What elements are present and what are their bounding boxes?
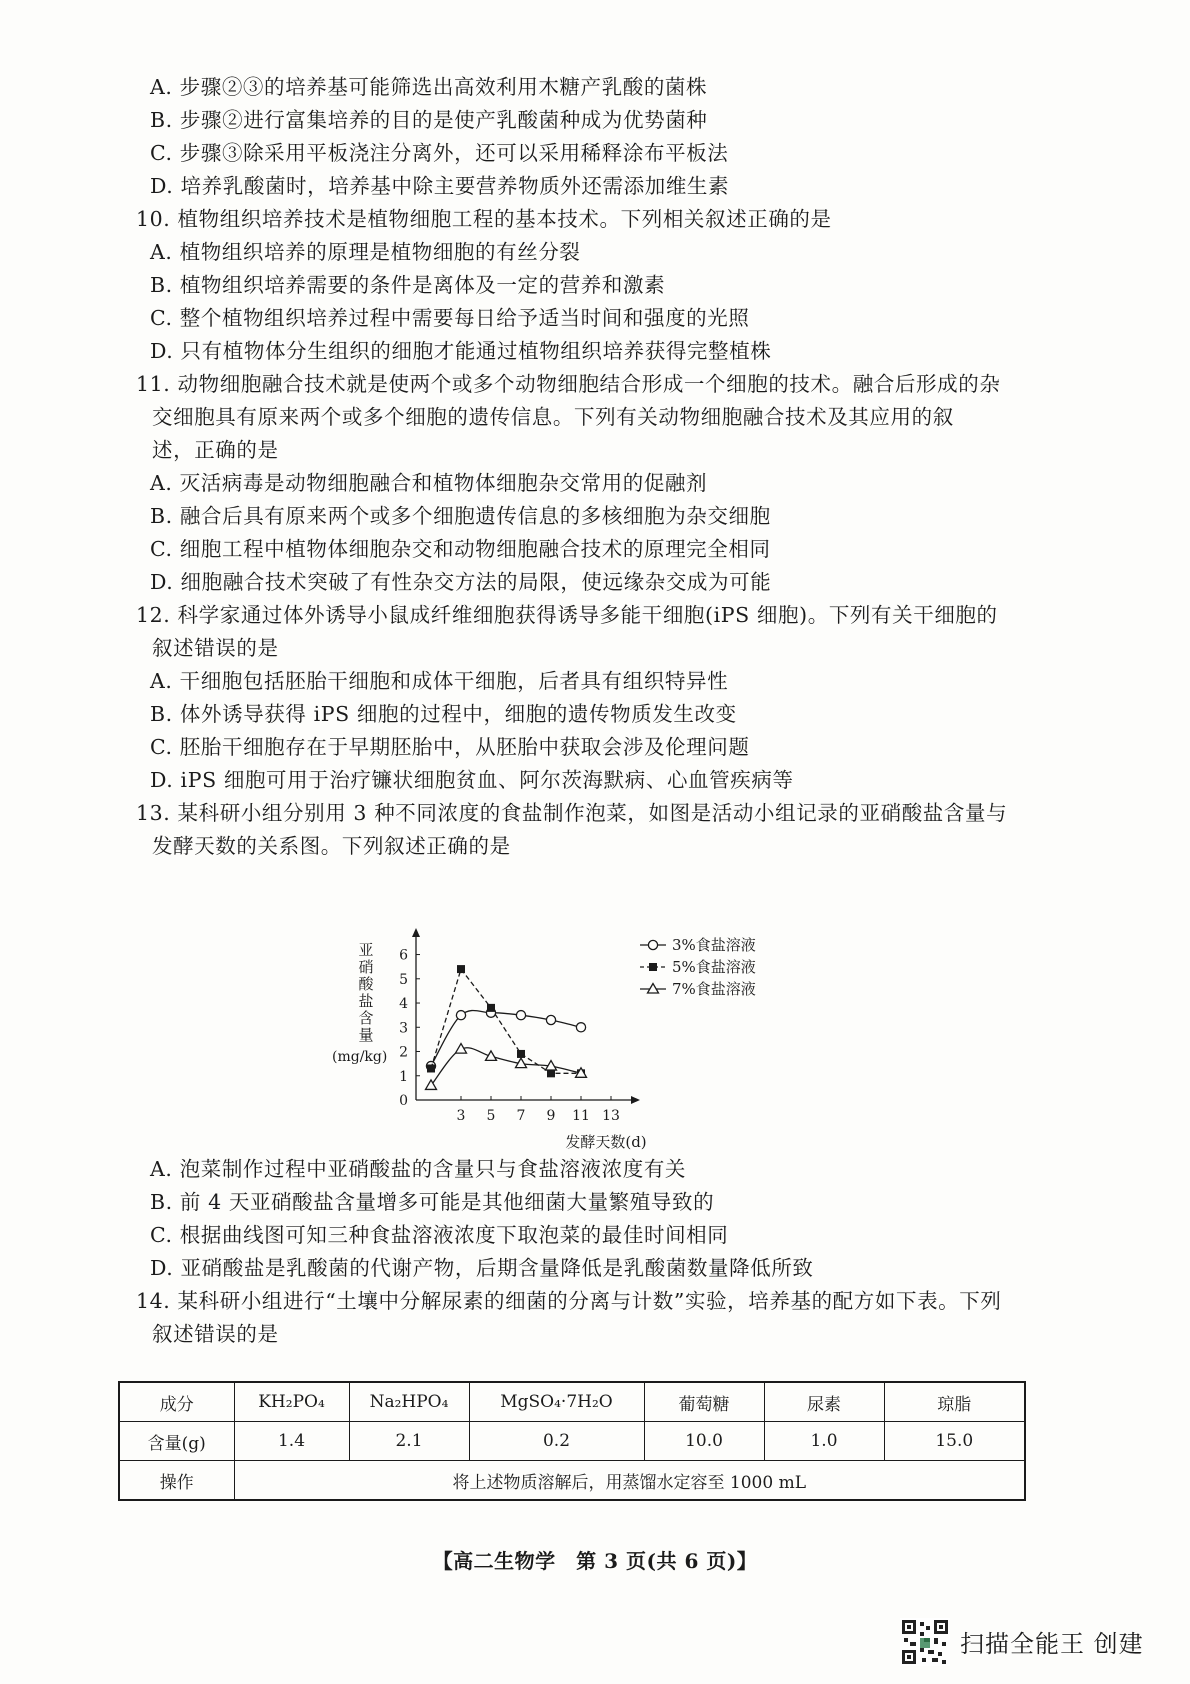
q12-option-d: D. iPS 细胞可用于治疗镰状细胞贫血、阿尔茨海默病、心血管疾病等 [150, 768, 794, 792]
q13-option-a: A. 泡菜制作过程中亚硝酸盐的含量只与食盐溶液浓度有关 [150, 1157, 687, 1181]
table-cell: 琼脂 [884, 1382, 1025, 1422]
table-header-cell: 成分 [119, 1382, 234, 1422]
y-tick-label: 2 [399, 1044, 408, 1061]
y-unit-label: (mg/kg) [332, 1049, 388, 1065]
q11-stem-line2: 交细胞具有原来两个或多个细胞的遗传信息。下列有关动物细胞融合技术及其应用的叙 [152, 405, 954, 429]
medium-recipe-table [118, 1381, 1026, 1501]
q12-option-c: C. 胚胎干细胞存在于早期胚胎中，从胚胎中获取会涉及伦理问题 [150, 735, 750, 759]
q13-stem-line2: 发酵天数的关系图。下列叙述正确的是 [152, 834, 511, 858]
table-cell: 葡萄糖 [644, 1382, 764, 1422]
chart-series [426, 965, 587, 1089]
q10-option-a: A. 植物组织培养的原理是植物细胞的有丝分裂 [150, 240, 581, 264]
chart-legend [640, 936, 756, 998]
y-tick-label: 4 [399, 996, 408, 1013]
table-header-cell: 操作 [119, 1461, 234, 1501]
q13-option-b: B. 前 4 天亚硝酸盐含量增多可能是其他细菌大量繁殖导致的 [150, 1190, 715, 1214]
q11-stem-line3: 述，正确的是 [152, 438, 279, 462]
data-point [456, 1011, 465, 1020]
y-axis-label [332, 941, 387, 1065]
table-cell: 2.1 [349, 1422, 469, 1461]
q9-option-b: B. 步骤②进行富集培养的目的是使产乳酸菌种成为优势菌种 [150, 108, 708, 132]
legend-label: 5%食盐溶液 [672, 958, 756, 976]
q11-option-a: A. 灭活病毒是动物细胞融合和植物体细胞杂交常用的促融剂 [150, 471, 708, 495]
y-tick-label: 6 [399, 947, 408, 964]
q10-stem: 10. 植物组织培养技术是植物细胞工程的基本技术。下列相关叙述正确的是 [136, 207, 832, 231]
q9-option-d: D. 培养乳酸菌时，培养基中除主要营养物质外还需添加维生素 [150, 174, 730, 198]
q10-option-d: D. 只有植物体分生组织的细胞才能通过植物组织培养获得完整植株 [150, 339, 772, 363]
x-axis-arrow [631, 1096, 640, 1104]
q13-option-d: D. 亚硝酸盐是乳酸菌的代谢产物，后期含量降低是乳酸菌数量降低所致 [150, 1256, 814, 1280]
scanner-label: 扫描全能王 创建 [960, 1630, 1144, 1658]
table-cell: KH₂PO₄ [234, 1382, 349, 1422]
y-label-char: 含 [358, 1009, 374, 1027]
q12-stem-line1: 12. 科学家通过体外诱导小鼠成纤维细胞获得诱导多能干细胞(iPS 细胞)。下列有关干细胞的 [136, 603, 998, 627]
y-label-char: 硝 [358, 958, 374, 976]
series-line [431, 1048, 581, 1086]
x-tick-label: 7 [516, 1108, 526, 1124]
table-cell-operation: 将上述物质溶解后，用蒸馏水定容至 1000 mL [234, 1461, 1025, 1501]
table-row [119, 1422, 1025, 1461]
x-tick-label: 11 [572, 1108, 590, 1124]
y-tick-label: 3 [399, 1020, 408, 1037]
legend-marker [648, 940, 657, 949]
q12-option-b: B. 体外诱导获得 iPS 细胞的过程中，细胞的遗传物质发生改变 [150, 702, 737, 726]
data-point [487, 1004, 495, 1012]
table-cell: MgSO₄·7H₂O [469, 1382, 644, 1422]
y-label-char: 亚 [358, 941, 374, 959]
x-tick-label: 9 [546, 1108, 556, 1124]
q11-option-b: B. 融合后具有原来两个或多个细胞遗传信息的多核细胞为杂交细胞 [150, 504, 771, 528]
q14-stem-line1: 14. 某科研小组进行“土壤中分解尿素的细菌的分离与计数”实验，培养基的配方如下表。下列 [136, 1289, 1002, 1313]
y-tick-label: 0 [399, 1093, 408, 1109]
qr-code-icon [900, 1618, 950, 1666]
table-cell: 1.0 [764, 1422, 884, 1461]
table-cell: 1.4 [234, 1422, 349, 1461]
series-1 [426, 1008, 585, 1071]
table-cell: 10.0 [644, 1422, 764, 1461]
data-point [426, 1080, 437, 1090]
q9-option-c: C. 步骤③除采用平板浇注分离外，还可以采用稀释涂布平板法 [150, 141, 729, 165]
q11-option-d: D. 细胞融合技术突破了有性杂交方法的局限，使远缘杂交成为可能 [150, 570, 772, 594]
y-axis-arrow [412, 928, 420, 937]
table-row [119, 1382, 1025, 1422]
legend-label: 3%食盐溶液 [672, 936, 756, 954]
data-point [457, 965, 465, 973]
nitrite-line-chart [332, 925, 818, 1155]
table-row [119, 1461, 1025, 1501]
q9-option-a: A. 步骤②③的培养基可能筛选出高效利用木糖产乳酸的菌株 [150, 75, 708, 99]
y-label-char: 量 [358, 1026, 374, 1044]
q13-option-c: C. 根据曲线图可知三种食盐溶液浓度下取泡菜的最佳时间相同 [150, 1223, 729, 1247]
legend-marker [649, 963, 657, 971]
table-cell: Na₂HPO₄ [349, 1382, 469, 1422]
data-point [546, 1015, 555, 1024]
q12-stem-line2: 叙述错误的是 [152, 636, 279, 660]
y-label-char: 盐 [358, 992, 374, 1010]
x-tick-label: 5 [486, 1108, 496, 1124]
y-tick-label: 5 [399, 971, 408, 988]
q13-stem-line1: 13. 某科研小组分别用 3 种不同浓度的食盐制作泡菜，如图是活动小组记录的亚硝酸盐含量与 [136, 801, 1008, 825]
table-cell: 尿素 [764, 1382, 884, 1422]
x-tick-label: 3 [456, 1108, 466, 1124]
data-point [427, 1064, 435, 1072]
page-footer: 【高二生物学 第 3 页(共 6 页)】 [432, 1549, 758, 1573]
scanner-watermark [900, 1618, 1160, 1662]
data-point [517, 1050, 525, 1058]
table-cell: 15.0 [884, 1422, 1025, 1461]
table-cell: 0.2 [469, 1422, 644, 1461]
series-line [431, 1010, 581, 1066]
x-axis-label: 发酵天数(d) [565, 1133, 647, 1151]
q11-option-c: C. 细胞工程中植物体细胞杂交和动物细胞融合技术的原理完全相同 [150, 537, 771, 561]
y-label-char: 酸 [358, 975, 374, 993]
table-header-cell: 含量(g) [119, 1422, 234, 1461]
legend-marker [648, 984, 659, 994]
y-tick-label: 1 [399, 1068, 408, 1085]
data-point [516, 1011, 525, 1020]
q12-option-a: A. 干细胞包括胚胎干细胞和成体干细胞，后者具有组织特异性 [150, 669, 729, 693]
x-tick-label: 13 [602, 1108, 620, 1124]
q10-option-c: C. 整个植物组织培养过程中需要每日给予适当时间和强度的光照 [150, 306, 750, 330]
q11-stem-line1: 11. 动物细胞融合技术就是使两个或多个动物细胞结合形成一个细胞的技术。融合后形成的杂 [136, 372, 1001, 396]
data-point [576, 1023, 585, 1032]
q14-stem-line2: 叙述错误的是 [152, 1322, 279, 1346]
q10-option-b: B. 植物组织培养需要的条件是离体及一定的营养和激素 [150, 273, 666, 297]
legend-label: 7%食盐溶液 [672, 980, 756, 998]
series-3 [426, 1044, 587, 1090]
